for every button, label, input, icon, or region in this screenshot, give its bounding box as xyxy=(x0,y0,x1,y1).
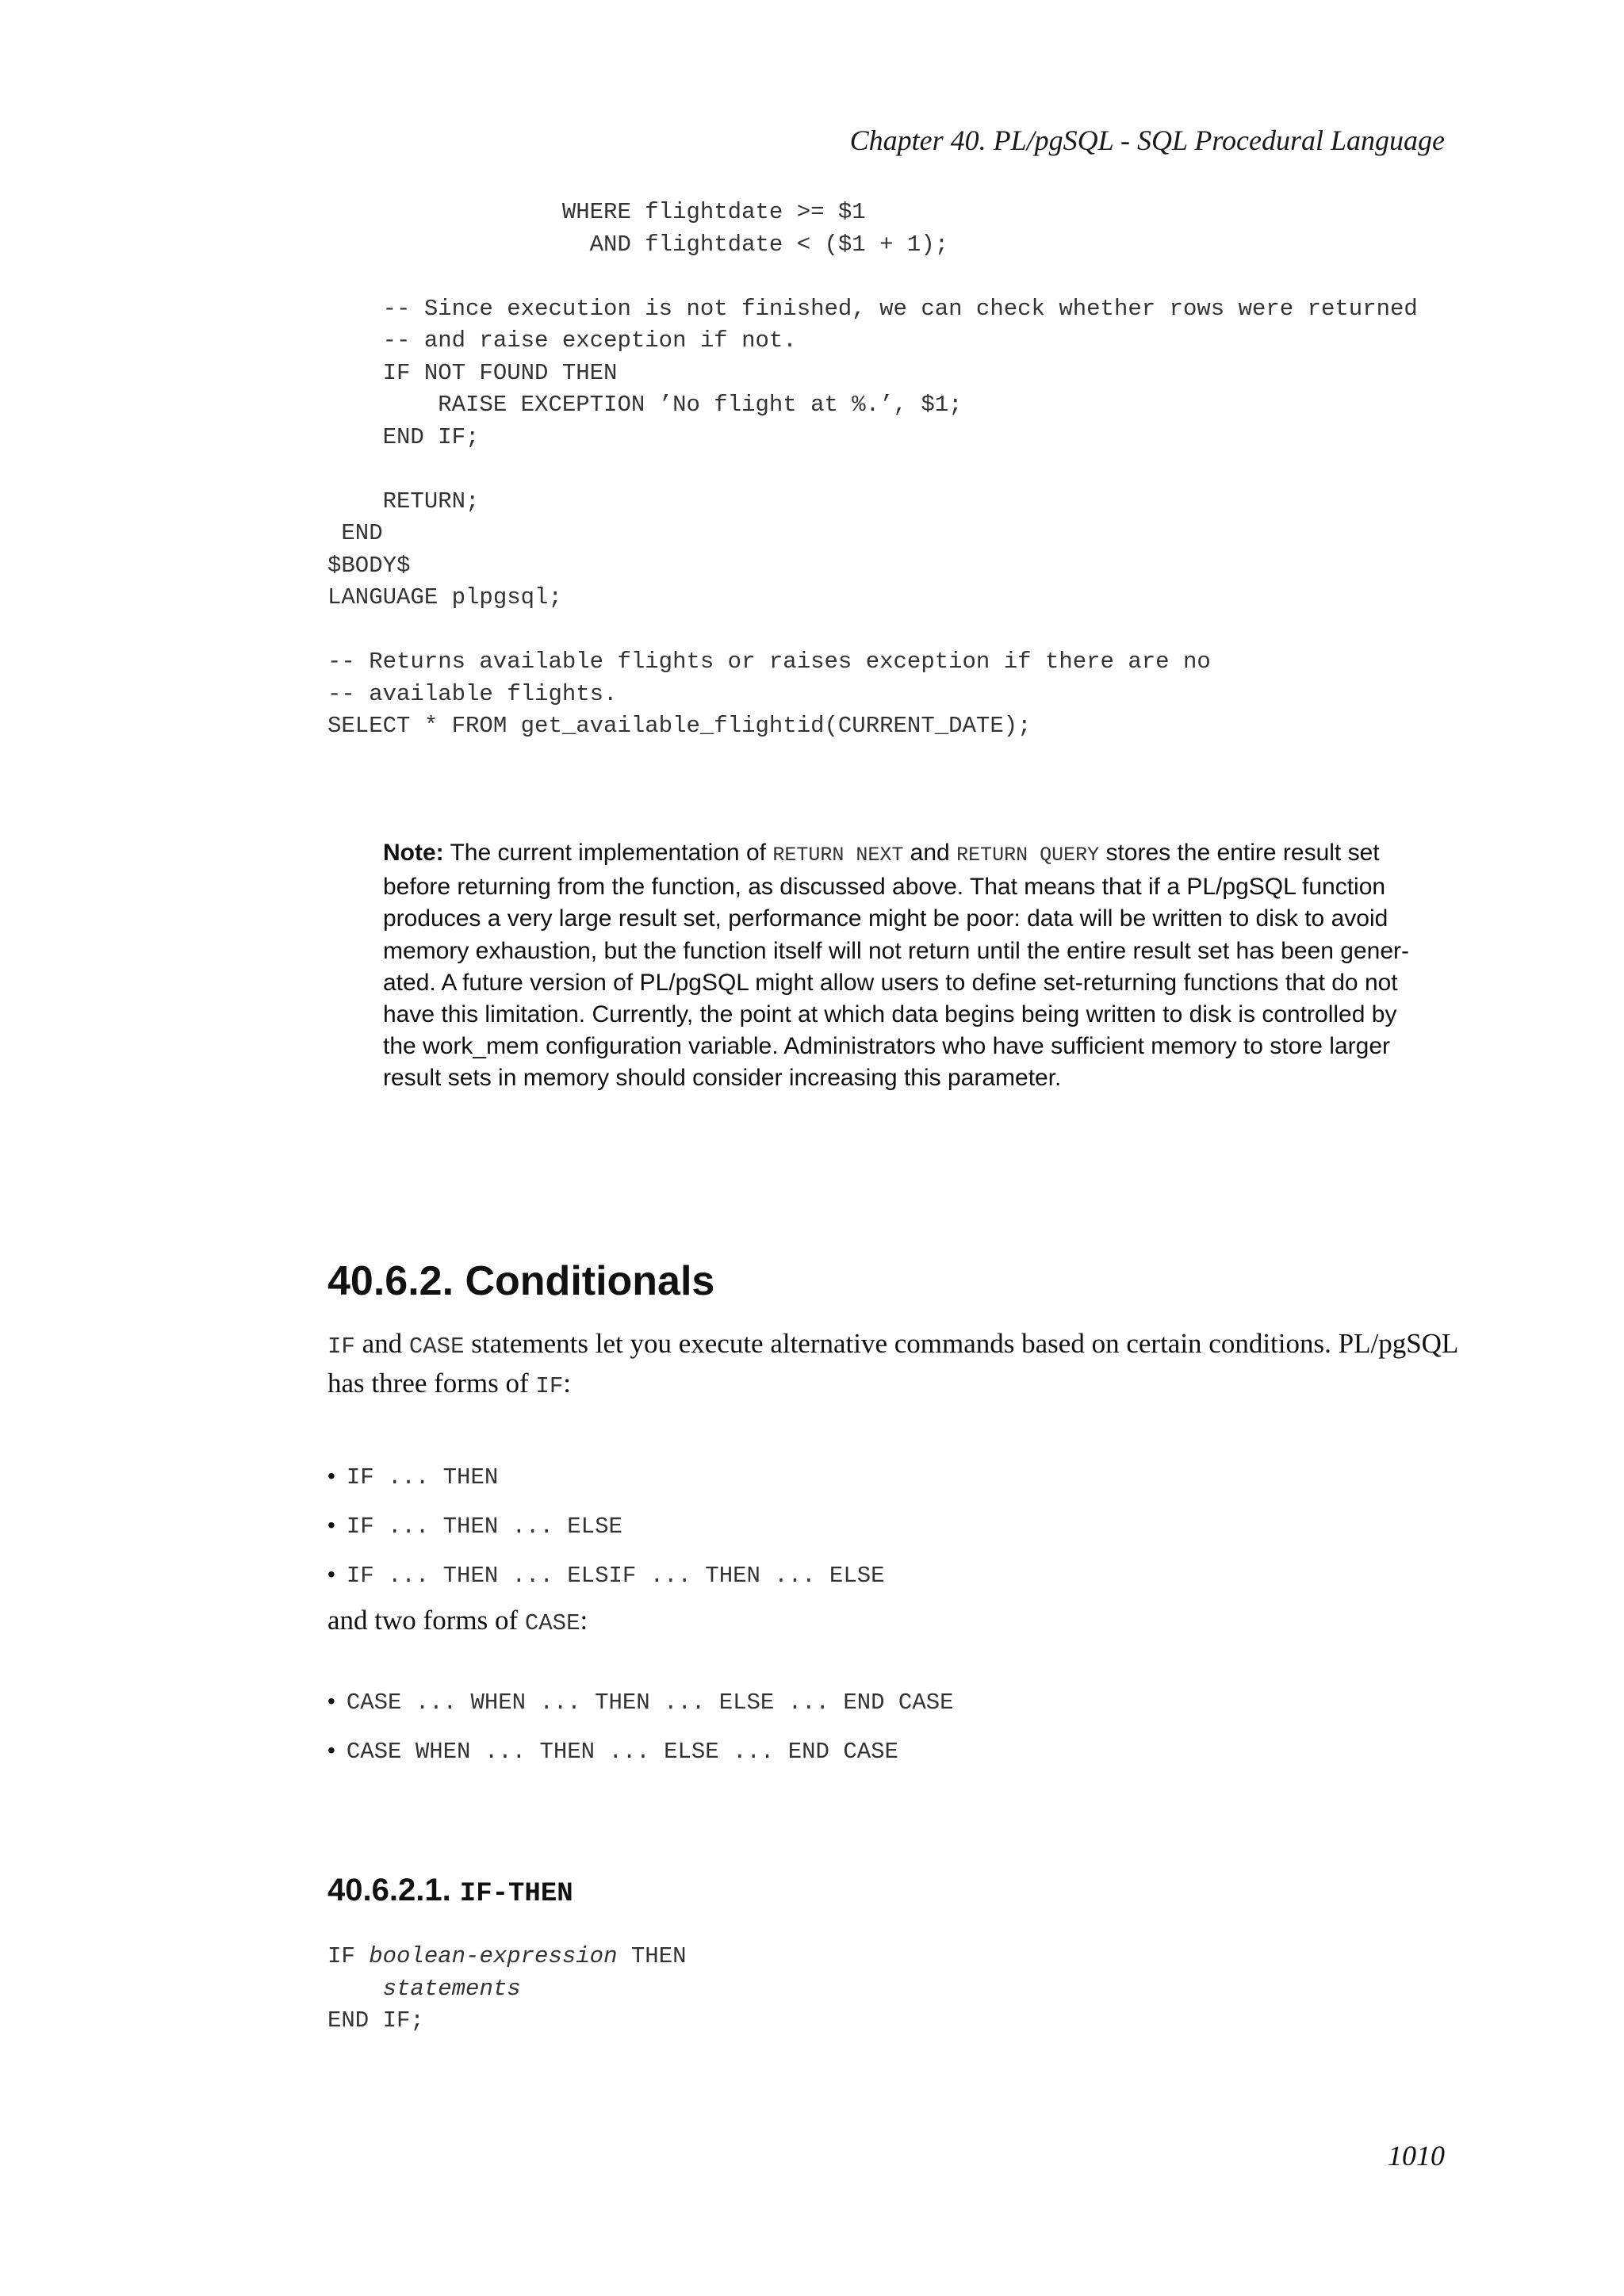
inline-code-case: CASE xyxy=(408,1334,465,1360)
if-forms-list xyxy=(327,1460,885,1608)
note-line: produces a very large result set, performance might be poor: data will be written to disk to avoid xyxy=(383,905,1388,932)
list-item: • IF ... THEN ... ELSE xyxy=(327,1513,622,1540)
case-intro: and two forms of CASE: xyxy=(327,1605,588,1636)
list-item: • CASE ... WHEN ... THEN ... ELSE ... END CASE xyxy=(327,1689,954,1716)
bullet-icon: • xyxy=(327,1513,335,1537)
note-box xyxy=(383,837,1438,1095)
bullet-icon: • xyxy=(327,1562,335,1586)
list-item: • CASE WHEN ... THEN ... ELSE ... END CASE xyxy=(327,1738,898,1765)
inline-code-return-next: RETURN NEXT xyxy=(772,844,904,867)
case-forms-list xyxy=(327,1686,954,1784)
section-intro-paragraph: IF and CASE statements let you execute alternative commands based on certain conditions. PL/pgSQL has three forms of IF: xyxy=(327,1328,1459,1399)
inline-code-case: CASE xyxy=(524,1610,580,1636)
inline-code-if: IF xyxy=(535,1373,564,1399)
note-line: the work_mem configuration variable. Administrators who have sufficient memory to store larger xyxy=(383,1033,1391,1060)
note-line: memory exhaustion, but the function itself will not return until the entire result set has been gener- xyxy=(383,937,1410,964)
note-line: ated. A future version of PL/pgSQL might allow users to define set-returning functions that do not xyxy=(383,969,1398,996)
inline-code-if: IF xyxy=(327,1334,355,1360)
code-block-if-then-syntax: IF boolean-expression THEN statements END IF; xyxy=(327,1943,687,2034)
note-first-line: Note: The current implementation of RETURN NEXT and RETURN QUERY stores the entire result set xyxy=(383,840,1380,867)
placeholder-statements: statements xyxy=(382,1975,521,2002)
bullet-icon: • xyxy=(327,1738,335,1762)
bullet-icon: • xyxy=(327,1464,335,1488)
list-item: • IF ... THEN xyxy=(327,1464,499,1490)
note-line: before returning from the function, as discussed above. That means that if a PL/pgSQL function xyxy=(383,874,1386,901)
placeholder-boolean-expression: boolean-expression xyxy=(369,1943,618,1969)
note-line: have this limitation. Currently, the point at which data begins being written to disk is controlled by xyxy=(383,1001,1397,1028)
inline-code-return-query: RETURN QUERY xyxy=(956,844,1100,867)
subsection-heading-code: IF-THEN xyxy=(459,1879,573,1909)
bullet-icon: • xyxy=(327,1689,335,1713)
code-block-flight-function: WHERE flightdate >= $1 AND flightdate < ($1 + 1); -- Since execution is not finished, we can check whether rows were returned -- and raise exception if not. IF NOT FOUND THEN RAISE EXCEPTION ’No flight at %.’, $1; END IF; RETURN; END $BODY$ LANGUAGE plpgsql; -- Returns available flights or raises exception if there are no -- available flights. SELECT * FROM get_available_flightid(CURRENT_DATE); xyxy=(327,199,1418,739)
list-item: • IF ... THEN ... ELSIF ... THEN ... ELSE xyxy=(327,1562,885,1589)
note-line: result sets in memory should consider increasing this parameter. xyxy=(383,1065,1062,1092)
running-header: Chapter 40. PL/pgSQL - SQL Procedural Language xyxy=(849,124,1445,156)
section-heading: 40.6.2. Conditionals xyxy=(327,1258,715,1304)
page-number: 1010 xyxy=(1388,2140,1445,2172)
note-label: Note: xyxy=(383,840,444,866)
subsection-heading: 40.6.2.1. IF-THEN xyxy=(327,1873,573,1909)
